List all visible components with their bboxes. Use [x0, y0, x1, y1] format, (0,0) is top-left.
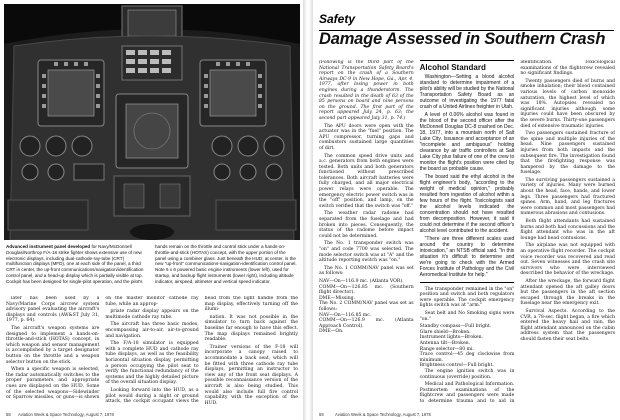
roster-line: Trace control—45 deg clockwise from minimum. [419, 352, 515, 363]
paragraph: The F/A-18 simulator is equipped with a complete HUD and cathode ray tube displays, as well as the feasibility horizontal situation display, permitting a person occupying the pilot seat to verify the functional redundancy of the systems and the highly detailed picture of the overall situation display. [105, 341, 199, 386]
alcohol-standard-sidebar [420, 60, 515, 283]
caption-text: for Navy/McDonnell Douglas/Northrop F/A-18 strike fighter shows extensive use of new electronic displays, including dual-cathode-ray-tube (CRT) multifunction displays (MFD), one at each side of the panel, a third CRT in center, the up-front communications/navigation/identification control panel, and a head-up display which is partially visible at top. Cockpit has been designed for single-pilot operation, and the pilot's hands remain on the throttle and control stick under a hands-on-throttle-and-stick (HOTAS) concept, with the upper portion of the panel using a combiner glass. Just beneath the HUD, at center, is the new "up-front" communications-navigation-identification control panel. Note 6 x 6 powered basic engine instruments (lower left), used for startup, and backup flight instruments (lower right), including altitude indicator, airspeed, altimeter and vertical speed indicator. [6, 244, 297, 284]
roster-line: DME—Missing. [319, 295, 356, 301]
sidebar-paragraph: A level of 0.06% alcohol was found in the blood of the second officer after the McDonnell Douglas DC-8 crashed on Dec. 18, 1977, into a mountain north of Salt Lake City. Issuance and acceptance of an "incomplete and ambiguous" holding clearance by air traffic controllers at Salt Lake City plus failure of one of the crew to monitor the flight's position were cited by the board as probable cause. [419, 111, 515, 172]
roster-line: Range selector—80 mi. [419, 346, 474, 352]
sidebar-paragraph: The board said the ethyl alcohol in the flight engineer's body, "according to the weight of medical opinion," probably resulted from ingestion of alcohol within a few hours of the flight. Toxicologists said the alcohol levels indicated the concentration should not have resulted from decomposition. However, it said it could not determine if the second officer's alcohol level contributed to the accident. [419, 173, 515, 234]
paragraph: Both flight attendants had sustained burns and both had concussions and the flight attendant who was in the aft lounge had head contusions. [520, 219, 615, 241]
roster-line: NAV—On—116.9 mc. (Atlanta VOR). [319, 278, 404, 284]
paragraph: Trainer versions of the F-18 will incorporate a canopy raised to accommodate a back seat, which will be fitted with three cathode ray tube displays, permitting an instructor to view any of the front seat displays. A possible reconnaissance version of the aircraft is also being studied. This would also include full fire control capability with the exception of the HUD. [204, 344, 298, 406]
paragraph: When a specific weapon is selected, the radar automatically switches to the proper parameters and appropriate cues are displayed on the HUD. Some of the selected weapons—Sidewinder or Sparrow missiles, or guns—is shown on the master monitor cathode ray tube, while an approp- [6, 296, 199, 401]
left-body-text [6, 296, 298, 408]
paragraph: The transponder remained in the "on" position and switch and both regulators were operable. The cockpit emergency lights switch was at "arm." [419, 286, 515, 309]
paragraph: The engine ignition switch was in continuous (override) position. [419, 368, 515, 380]
paragraph: The common speed drive units and a.c. generators from both engines were tested. Both units and both generators functioned without prescribed tolerances. Both aircraft batteries were fully charged, and all major electrical power relays were operable. The emergency electric power switch was in the "off" position, and lamp, on the switch verified that the switch was "off." [319, 153, 414, 209]
paragraph: Twenty passengers died of burns and smoke inhalation; their blood contained various levels of carbon monoxide saturation, the highest level of which was 18%. Autopsies revealed no significant injuries although some injuries could have been obscured by the severe burns. Thirty-one passengers died of extensive traumatic injuries. [520, 78, 615, 129]
roster-line: The No. 2 COMM/NAV panel was set as follows: [319, 301, 414, 312]
gutter [303, 0, 313, 420]
paragraph: Seat belt and No Smoking signs were "on." [419, 310, 515, 322]
cockpit-photo [4, 4, 300, 240]
roster-line: Brightness control—Full bright. [419, 363, 494, 369]
photo-caption [6, 244, 298, 292]
paragraph: The surviving passengers sustained a variety of injuries. Many were burned about the head, face, hands, and lower legs. Three passengers had fractured spines. Arm, hand, and leg fractures were common and most passengers had numerous abrasions and contusions. [520, 177, 615, 217]
sidebar-paragraph: "There are three different scales used around the country to determine intoxication," an NTSB official said. "In this situation it's difficult to determine and we're going to check with the Armed Forces Institute of Pathology and the Civil Aeromedical Institute for help." [419, 235, 515, 278]
paragraph: The weather radar radome had separated from the fuselage and had broken into pieces. Consequently, the status of the radome before impact could not be determined. [319, 211, 414, 239]
roster-line: NAV—On—116.85 mc. [319, 312, 372, 318]
sidebar-paragraph: Washington—Setting a blood alcohol standard to determine impairment of a pilot's ability will be studied by the National Transportation Safety Board as an outcome of investigating the 1977 fatal crash of a United Airlines freighter in Utah. [419, 73, 515, 110]
roster-line: Standby compass—Full bright. [419, 324, 492, 330]
paragraph: The APU doors were open with the actuator was in the "fuel" position. The APU compressor, turning gaps and combustors sustained large quantities of dirt. [319, 123, 414, 151]
paragraph: The No. 1 COMM/NAV panel was set as follows: [319, 265, 414, 277]
roster-line: COMM—On—126.85 mc. (Southern flight director). [319, 284, 414, 296]
paragraph: The aircraft's weapon systems are designed to implement a hands-on-throttle-and-stick (HOTAS) concept, in which weapon and sensor management is accomplished by a target designator button on the throttle and a weapon selector button on the stick. [6, 325, 100, 365]
paragraph: Looking forward into the HUD, as a pilot would during a night or ground attack, the cockpit occupant views the head from the light handle from the map display, effectively turning off the illumi- [105, 296, 298, 405]
roster-line: COMM—On—126.9 mc. (Atlanta Approach Control). [319, 318, 414, 329]
paragraph: nation. It was not possible in the simulator to turn back against the baseline far enough to have this effect. The map displays remained brightly readable. [204, 314, 298, 343]
left-page [0, 0, 303, 420]
editor-note: (Following is the third part of the National Transportation Safety Board's report on the crash of a Southern Airways DC-9 in New Hope, Ga., Apr. 4, 1977, after losing power in both engines during a thunderstorm. The crash resulted in the death of 63 of the 85 persons on board and nine persons on the ground. The first part of the report appeared July 24, p. 63; the second part appeared July 31, p. 74.) [319, 60, 414, 121]
paragraph: The aircraft has three basic modes, encompassing air-to-air, air-to-ground and navigation. [105, 322, 199, 339]
roster-line: Instrument lights—Broken. [419, 335, 484, 341]
caption-bold: Advanced instrument panel developed [6, 244, 91, 249]
cockpit-illustration [4, 4, 300, 240]
folio-title: Aviation Week & Space Technology, August 7, 1978 [18, 412, 114, 417]
paragraph: priate radar display appears on the multimode cathode ray tube. [105, 309, 199, 320]
paragraph: later has been used by a Navy/Marine Corps aircrew system advisory panel evaluating the aircraft's displays and controls (AW&ST July 31, 1977, p. 64). [6, 296, 100, 324]
folio-title: Aviation Week & Space Technology, August 7, 1978 [335, 412, 431, 417]
roster-line: DME—On. [319, 329, 344, 335]
section-label: Safety [319, 12, 356, 26]
paragraph: After the wreckage, the forward flight attendant opened the aft galley doors but the passengers in the aft section escaped through the breaks in the fuselage near the emergency exit. [520, 278, 615, 307]
paragraph: Medical and Pathological Information. Postmortem examinations of the flightcrew and passengers were made to determine trauma and to aid in identification. Toxicological examinations of the flightcrew revealed no significant findings. [419, 60, 615, 404]
paragraph: Survival Aspects. According to the CVR, a 78-sec. flight began, a fire which entered the heavy hail and rain, the flight attendant announced on the cabin address system that the passengers should fasten their seat belts. [520, 308, 615, 342]
paragraph: The airplane was not equipped with an operative flight recorder. The cockpit voice recorder was recovered and read out. Seven witnesses and the crash site survivors who were interviewed described the behavior of the wreckage. [520, 243, 615, 277]
sidebar-title: Alcohol Standard [419, 63, 486, 72]
page-number: 58 [6, 412, 11, 417]
page-number: 59 [319, 412, 324, 417]
paragraph: Two passengers sustained fracture of the spine and multiple injuries of the head. Nine passengers sustained injuries from both impacts and the subsequent fire. The investigation found that the firefighting response was hampered by the damage to the fuselage. [520, 131, 615, 176]
roster-line: Glare shield—Broken. [419, 329, 471, 335]
headline: Damage Assessed in Southern Crash [319, 30, 606, 48]
right-body-text [319, 60, 615, 406]
right-page [313, 0, 620, 420]
paragraph: The No. 1 transponder switch was "on" and code 7700 was selected. The mode selector switch was at "A" and the altitude reporting switch was "on." [319, 241, 414, 264]
roster-line: Antenna tilt—Broken. [419, 340, 471, 346]
